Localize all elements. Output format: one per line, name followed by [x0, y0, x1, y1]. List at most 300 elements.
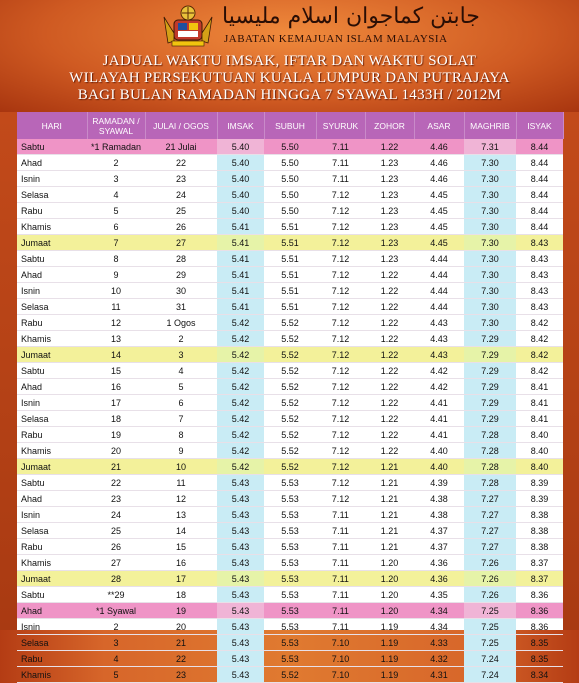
- col-hari-cell: Ahad: [17, 603, 87, 619]
- col-hari-cell: Sabtu: [17, 251, 87, 267]
- col-julai-ogos-cell: 16: [145, 555, 217, 571]
- col-hari-cell: Rabu: [17, 315, 87, 331]
- col-ramadan-syawal-cell: 23: [87, 491, 145, 507]
- col-hari-cell: Ahad: [17, 155, 87, 171]
- col-subuh-cell: 5.53: [264, 555, 316, 571]
- col-julai-ogos-cell: 23: [145, 171, 217, 187]
- col-syuruk-cell: 7.12: [316, 235, 365, 251]
- col-subuh-cell: 5.50: [264, 139, 316, 155]
- col-ramadan-syawal-cell: 21: [87, 459, 145, 475]
- col-subuh-cell: 5.52: [264, 411, 316, 427]
- col-syuruk-cell: 7.10: [316, 651, 365, 667]
- col-julai-ogos-cell: 11: [145, 475, 217, 491]
- col-ramadan-syawal-cell: 5: [87, 667, 145, 683]
- table-row: [17, 283, 563, 299]
- col-isyak-cell: 8.40: [516, 443, 563, 459]
- col-syuruk-cell: 7.11: [316, 507, 365, 523]
- col-asar-cell: 4.34: [414, 619, 464, 635]
- table-row-highlight: [17, 603, 563, 619]
- col-imsak-cell: 5.40: [217, 203, 264, 219]
- col-hari-cell: Sabtu: [17, 475, 87, 491]
- col-subuh-cell: 5.51: [264, 299, 316, 315]
- col-asar-cell: 4.34: [414, 603, 464, 619]
- col-hari-cell: Khamis: [17, 555, 87, 571]
- col-hari-cell: Jumaat: [17, 235, 87, 251]
- col-julai-ogos-cell: 28: [145, 251, 217, 267]
- col-isyak-cell: 8.41: [516, 411, 563, 427]
- col-ramadan-syawal-cell: 11: [87, 299, 145, 315]
- col-zohor-header: ZOHOR: [365, 112, 414, 139]
- col-maghrib-cell: 7.25: [464, 619, 516, 635]
- col-imsak-cell: 5.40: [217, 187, 264, 203]
- col-maghrib-cell: 7.30: [464, 187, 516, 203]
- col-imsak-cell: 5.42: [217, 443, 264, 459]
- col-ramadan-syawal-cell: 2: [87, 155, 145, 171]
- col-asar-cell: 4.31: [414, 667, 464, 683]
- col-syuruk-cell: 7.12: [316, 363, 365, 379]
- col-julai-ogos-cell: 21: [145, 635, 217, 651]
- col-zohor-cell: 1.22: [365, 411, 414, 427]
- col-asar-cell: 4.45: [414, 235, 464, 251]
- col-zohor-cell: 1.20: [365, 603, 414, 619]
- col-isyak-cell: 8.38: [516, 523, 563, 539]
- page-header: [0, 0, 579, 112]
- col-zohor-cell: 1.20: [365, 555, 414, 571]
- col-maghrib-cell: 7.28: [464, 427, 516, 443]
- col-isyak-cell: 8.40: [516, 459, 563, 475]
- col-isyak-cell: 8.44: [516, 139, 563, 155]
- col-subuh-cell: 5.52: [264, 363, 316, 379]
- col-hari-cell: Selasa: [17, 299, 87, 315]
- col-syuruk-cell: 7.12: [316, 331, 365, 347]
- table-row: [17, 203, 563, 219]
- col-ramadan-syawal-header: RAMADAN / SYAWAL: [87, 112, 145, 139]
- table-row: [17, 299, 563, 315]
- col-isyak-cell: 8.44: [516, 187, 563, 203]
- col-ramadan-syawal-cell: 22: [87, 475, 145, 491]
- col-isyak-cell: 8.41: [516, 379, 563, 395]
- col-zohor-cell: 1.19: [365, 667, 414, 683]
- col-asar-cell: 4.37: [414, 539, 464, 555]
- col-isyak-cell: 8.35: [516, 635, 563, 651]
- col-syuruk-cell: 7.10: [316, 667, 365, 683]
- col-julai-ogos-cell: 2: [145, 331, 217, 347]
- col-julai-ogos-header: JULAI / OGOS: [145, 112, 217, 139]
- col-maghrib-cell: 7.29: [464, 395, 516, 411]
- col-isyak-header: ISYAK: [516, 112, 563, 139]
- table-row: [17, 171, 563, 187]
- col-ramadan-syawal-cell: 20: [87, 443, 145, 459]
- col-syuruk-cell: 7.12: [316, 251, 365, 267]
- col-maghrib-cell: 7.29: [464, 331, 516, 347]
- col-asar-cell: 4.44: [414, 299, 464, 315]
- col-hari-cell: Khamis: [17, 443, 87, 459]
- col-subuh-cell: 5.52: [264, 379, 316, 395]
- col-syuruk-cell: 7.12: [316, 475, 365, 491]
- col-syuruk-cell: 7.11: [316, 523, 365, 539]
- col-isyak-cell: 8.44: [516, 219, 563, 235]
- col-julai-ogos-cell: 12: [145, 491, 217, 507]
- table-row: [17, 267, 563, 283]
- col-ramadan-syawal-cell: 24: [87, 507, 145, 523]
- col-asar-cell: 4.41: [414, 427, 464, 443]
- col-maghrib-cell: 7.24: [464, 667, 516, 683]
- col-isyak-cell: 8.37: [516, 571, 563, 587]
- col-isyak-cell: 8.36: [516, 603, 563, 619]
- col-asar-cell: 4.35: [414, 587, 464, 603]
- col-julai-ogos-cell: 10: [145, 459, 217, 475]
- col-hari-header: HARI: [17, 112, 87, 139]
- col-maghrib-cell: 7.27: [464, 491, 516, 507]
- table-row: [17, 315, 563, 331]
- table-row: [17, 651, 563, 667]
- col-zohor-cell: 1.22: [365, 379, 414, 395]
- col-maghrib-cell: 7.29: [464, 379, 516, 395]
- col-julai-ogos-cell: 4: [145, 363, 217, 379]
- col-ramadan-syawal-cell: 28: [87, 571, 145, 587]
- col-asar-cell: 4.40: [414, 443, 464, 459]
- col-zohor-cell: 1.23: [365, 171, 414, 187]
- col-julai-ogos-cell: 24: [145, 187, 217, 203]
- col-imsak-cell: 5.42: [217, 363, 264, 379]
- table-row: [17, 443, 563, 459]
- col-subuh-cell: 5.53: [264, 651, 316, 667]
- col-subuh-cell: 5.50: [264, 203, 316, 219]
- col-zohor-cell: 1.22: [365, 331, 414, 347]
- col-subuh-cell: 5.53: [264, 619, 316, 635]
- col-imsak-cell: 5.43: [217, 635, 264, 651]
- table-row: [17, 475, 563, 491]
- col-imsak-cell: 5.43: [217, 571, 264, 587]
- col-asar-cell: 4.42: [414, 363, 464, 379]
- col-hari-cell: Jumaat: [17, 347, 87, 363]
- col-isyak-cell: 8.42: [516, 363, 563, 379]
- col-julai-ogos-cell: 21 Julai: [145, 139, 217, 155]
- table-row: [17, 379, 563, 395]
- col-syuruk-cell: 7.12: [316, 427, 365, 443]
- col-julai-ogos-cell: 1 Ogos: [145, 315, 217, 331]
- table-row: [17, 555, 563, 571]
- col-julai-ogos-cell: 7: [145, 411, 217, 427]
- col-hari-cell: Jumaat: [17, 459, 87, 475]
- col-zohor-cell: 1.22: [365, 347, 414, 363]
- col-julai-ogos-cell: 31: [145, 299, 217, 315]
- col-imsak-cell: 5.41: [217, 267, 264, 283]
- table-row: [17, 395, 563, 411]
- col-hari-cell: Sabtu: [17, 139, 87, 155]
- col-julai-ogos-cell: 26: [145, 219, 217, 235]
- table-row: [17, 523, 563, 539]
- page-title-line2: WILAYAH PERSEKUTUAN KUALA LUMPUR DAN PUTRAJAYA: [69, 70, 510, 86]
- left-border: [0, 112, 17, 630]
- col-zohor-cell: 1.22: [365, 443, 414, 459]
- col-subuh-cell: 5.51: [264, 219, 316, 235]
- col-isyak-cell: 8.42: [516, 331, 563, 347]
- table-row: [17, 507, 563, 523]
- col-subuh-cell: 5.53: [264, 539, 316, 555]
- col-zohor-cell: 1.21: [365, 491, 414, 507]
- col-asar-cell: 4.45: [414, 203, 464, 219]
- col-asar-cell: 4.38: [414, 491, 464, 507]
- col-maghrib-cell: 7.28: [464, 475, 516, 491]
- col-julai-ogos-cell: 22: [145, 155, 217, 171]
- table-body: [17, 139, 563, 683]
- col-ramadan-syawal-cell: 16: [87, 379, 145, 395]
- col-julai-ogos-cell: 13: [145, 507, 217, 523]
- col-maghrib-cell: 7.31: [464, 139, 516, 155]
- col-maghrib-cell: 7.26: [464, 555, 516, 571]
- col-maghrib-cell: 7.29: [464, 347, 516, 363]
- col-maghrib-cell: 7.26: [464, 571, 516, 587]
- col-julai-ogos-cell: 8: [145, 427, 217, 443]
- col-ramadan-syawal-cell: 12: [87, 315, 145, 331]
- col-hari-cell: Isnin: [17, 507, 87, 523]
- col-subuh-cell: 5.53: [264, 571, 316, 587]
- col-asar-header: ASAR: [414, 112, 464, 139]
- col-asar-cell: 4.33: [414, 635, 464, 651]
- col-subuh-cell: 5.52: [264, 347, 316, 363]
- col-asar-cell: 4.42: [414, 379, 464, 395]
- col-subuh-cell: 5.52: [264, 427, 316, 443]
- col-ramadan-syawal-cell: 18: [87, 411, 145, 427]
- table-row: [17, 331, 563, 347]
- col-imsak-cell: 5.43: [217, 603, 264, 619]
- col-hari-cell: Rabu: [17, 427, 87, 443]
- col-asar-cell: 4.41: [414, 395, 464, 411]
- col-imsak-cell: 5.43: [217, 651, 264, 667]
- col-ramadan-syawal-cell: 3: [87, 171, 145, 187]
- col-julai-ogos-cell: 17: [145, 571, 217, 587]
- col-asar-cell: 4.43: [414, 331, 464, 347]
- col-zohor-cell: 1.21: [365, 523, 414, 539]
- table-row: [17, 155, 563, 171]
- col-subuh-cell: 5.52: [264, 459, 316, 475]
- col-ramadan-syawal-cell: 4: [87, 651, 145, 667]
- col-subuh-header: SUBUH: [264, 112, 316, 139]
- col-subuh-cell: 5.51: [264, 235, 316, 251]
- col-ramadan-syawal-cell: 3: [87, 635, 145, 651]
- col-maghrib-cell: 7.25: [464, 603, 516, 619]
- col-syuruk-cell: 7.12: [316, 219, 365, 235]
- col-syuruk-cell: 7.12: [316, 203, 365, 219]
- col-syuruk-cell: 7.11: [316, 155, 365, 171]
- col-hari-cell: Selasa: [17, 411, 87, 427]
- col-isyak-cell: 8.36: [516, 619, 563, 635]
- col-asar-cell: 4.46: [414, 171, 464, 187]
- col-maghrib-cell: 7.29: [464, 363, 516, 379]
- table-row-jumaat: [17, 235, 563, 251]
- col-ramadan-syawal-cell: 14: [87, 347, 145, 363]
- col-hari-cell: Selasa: [17, 635, 87, 651]
- col-isyak-cell: 8.43: [516, 251, 563, 267]
- col-zohor-cell: 1.19: [365, 635, 414, 651]
- col-imsak-cell: 5.43: [217, 491, 264, 507]
- col-subuh-cell: 5.52: [264, 443, 316, 459]
- col-asar-cell: 4.43: [414, 315, 464, 331]
- col-maghrib-cell: 7.28: [464, 443, 516, 459]
- page-title-line1: JADUAL WAKTU IMSAK, IFTAR DAN WAKTU SOLAT: [102, 53, 477, 69]
- col-ramadan-syawal-cell: 6: [87, 219, 145, 235]
- col-zohor-cell: 1.22: [365, 267, 414, 283]
- col-syuruk-cell: 7.12: [316, 459, 365, 475]
- col-subuh-cell: 5.53: [264, 491, 316, 507]
- agency-name: JABATAN KEMAJUAN ISLAM MALAYSIA: [224, 33, 448, 45]
- col-hari-cell: Khamis: [17, 331, 87, 347]
- col-maghrib-cell: 7.30: [464, 203, 516, 219]
- col-hari-cell: Sabtu: [17, 363, 87, 379]
- col-maghrib-cell: 7.30: [464, 315, 516, 331]
- col-isyak-cell: 8.38: [516, 507, 563, 523]
- col-isyak-cell: 8.34: [516, 667, 563, 683]
- crest-icon: [160, 3, 216, 47]
- col-isyak-cell: 8.40: [516, 427, 563, 443]
- col-julai-ogos-cell: 20: [145, 619, 217, 635]
- col-hari-cell: Isnin: [17, 283, 87, 299]
- col-hari-cell: Isnin: [17, 619, 87, 635]
- col-subuh-cell: 5.52: [264, 315, 316, 331]
- col-ramadan-syawal-cell: 5: [87, 203, 145, 219]
- col-asar-cell: 4.44: [414, 251, 464, 267]
- col-syuruk-cell: 7.12: [316, 267, 365, 283]
- col-maghrib-cell: 7.30: [464, 251, 516, 267]
- col-subuh-cell: 5.51: [264, 251, 316, 267]
- col-hari-cell: Rabu: [17, 651, 87, 667]
- col-syuruk-cell: 7.11: [316, 619, 365, 635]
- col-isyak-cell: 8.42: [516, 347, 563, 363]
- table-row-jumaat: [17, 347, 563, 363]
- col-julai-ogos-cell: 3: [145, 347, 217, 363]
- col-asar-cell: 4.36: [414, 555, 464, 571]
- col-asar-cell: 4.43: [414, 347, 464, 363]
- col-syuruk-cell: 7.11: [316, 171, 365, 187]
- col-imsak-cell: 5.42: [217, 331, 264, 347]
- col-imsak-cell: 5.41: [217, 219, 264, 235]
- col-asar-cell: 4.45: [414, 219, 464, 235]
- col-julai-ogos-cell: 5: [145, 379, 217, 395]
- col-isyak-cell: 8.44: [516, 155, 563, 171]
- col-maghrib-cell: 7.24: [464, 651, 516, 667]
- col-isyak-cell: 8.37: [516, 555, 563, 571]
- col-ramadan-syawal-cell: 15: [87, 363, 145, 379]
- col-maghrib-cell: 7.30: [464, 283, 516, 299]
- col-syuruk-cell: 7.11: [316, 139, 365, 155]
- table-row-highlight: [17, 139, 563, 155]
- col-julai-ogos-cell: 23: [145, 667, 217, 683]
- col-hari-cell: Isnin: [17, 171, 87, 187]
- col-maghrib-cell: 7.29: [464, 411, 516, 427]
- table-row: [17, 667, 563, 683]
- col-julai-ogos-cell: 22: [145, 651, 217, 667]
- col-syuruk-cell: 7.12: [316, 299, 365, 315]
- col-imsak-cell: 5.42: [217, 427, 264, 443]
- col-ramadan-syawal-cell: 17: [87, 395, 145, 411]
- col-zohor-cell: 1.23: [365, 219, 414, 235]
- col-subuh-cell: 5.53: [264, 507, 316, 523]
- col-hari-cell: Isnin: [17, 395, 87, 411]
- col-julai-ogos-cell: 29: [145, 267, 217, 283]
- col-maghrib-cell: 7.27: [464, 539, 516, 555]
- table-row: [17, 619, 563, 635]
- col-imsak-cell: 5.41: [217, 235, 264, 251]
- col-maghrib-cell: 7.30: [464, 219, 516, 235]
- table-row: [17, 635, 563, 651]
- col-imsak-cell: 5.42: [217, 347, 264, 363]
- col-imsak-cell: 5.43: [217, 587, 264, 603]
- col-ramadan-syawal-cell: *1 Syawal: [87, 603, 145, 619]
- agency-jawi-name: جابتن كماجوان اسلام مليسيا: [222, 4, 480, 29]
- col-maghrib-cell: 7.27: [464, 507, 516, 523]
- prayer-times-table-container: [17, 112, 563, 680]
- col-asar-cell: 4.38: [414, 507, 464, 523]
- col-hari-cell: Khamis: [17, 667, 87, 683]
- col-maghrib-cell: 7.28: [464, 459, 516, 475]
- col-isyak-cell: 8.43: [516, 299, 563, 315]
- col-zohor-cell: 1.21: [365, 475, 414, 491]
- col-zohor-cell: 1.20: [365, 571, 414, 587]
- col-zohor-cell: 1.21: [365, 459, 414, 475]
- col-julai-ogos-cell: 25: [145, 203, 217, 219]
- col-imsak-cell: 5.41: [217, 251, 264, 267]
- table-row: [17, 251, 563, 267]
- col-subuh-cell: 5.53: [264, 603, 316, 619]
- col-zohor-cell: 1.22: [365, 395, 414, 411]
- col-asar-cell: 4.40: [414, 459, 464, 475]
- col-julai-ogos-cell: 15: [145, 539, 217, 555]
- col-ramadan-syawal-cell: 7: [87, 235, 145, 251]
- col-imsak-cell: 5.43: [217, 667, 264, 683]
- col-isyak-cell: 8.43: [516, 267, 563, 283]
- col-isyak-cell: 8.39: [516, 475, 563, 491]
- table-row: [17, 587, 563, 603]
- col-asar-cell: 4.41: [414, 411, 464, 427]
- col-subuh-cell: 5.52: [264, 667, 316, 683]
- col-imsak-cell: 5.42: [217, 459, 264, 475]
- col-subuh-cell: 5.53: [264, 475, 316, 491]
- col-imsak-cell: 5.43: [217, 555, 264, 571]
- col-julai-ogos-cell: 6: [145, 395, 217, 411]
- col-ramadan-syawal-cell: **29: [87, 587, 145, 603]
- col-zohor-cell: 1.22: [365, 363, 414, 379]
- col-ramadan-syawal-cell: 10: [87, 283, 145, 299]
- col-syuruk-cell: 7.12: [316, 347, 365, 363]
- col-imsak-cell: 5.43: [217, 475, 264, 491]
- col-zohor-cell: 1.19: [365, 619, 414, 635]
- col-isyak-cell: 8.41: [516, 395, 563, 411]
- col-subuh-cell: 5.52: [264, 395, 316, 411]
- col-zohor-cell: 1.22: [365, 283, 414, 299]
- col-hari-cell: Ahad: [17, 379, 87, 395]
- right-border: [563, 112, 579, 630]
- col-hari-cell: Khamis: [17, 219, 87, 235]
- col-isyak-cell: 8.38: [516, 539, 563, 555]
- col-syuruk-cell: 7.12: [316, 187, 365, 203]
- col-maghrib-cell: 7.30: [464, 299, 516, 315]
- col-syuruk-cell: 7.11: [316, 603, 365, 619]
- col-maghrib-cell: 7.30: [464, 235, 516, 251]
- col-maghrib-cell: 7.25: [464, 635, 516, 651]
- table-row: [17, 491, 563, 507]
- col-syuruk-cell: 7.11: [316, 555, 365, 571]
- col-syuruk-cell: 7.11: [316, 571, 365, 587]
- col-imsak-cell: 5.42: [217, 315, 264, 331]
- col-imsak-cell: 5.43: [217, 507, 264, 523]
- col-zohor-cell: 1.23: [365, 155, 414, 171]
- col-subuh-cell: 5.50: [264, 171, 316, 187]
- col-asar-cell: 4.32: [414, 651, 464, 667]
- col-zohor-cell: 1.22: [365, 299, 414, 315]
- col-syuruk-cell: 7.12: [316, 283, 365, 299]
- prayer-times-table: [17, 112, 564, 683]
